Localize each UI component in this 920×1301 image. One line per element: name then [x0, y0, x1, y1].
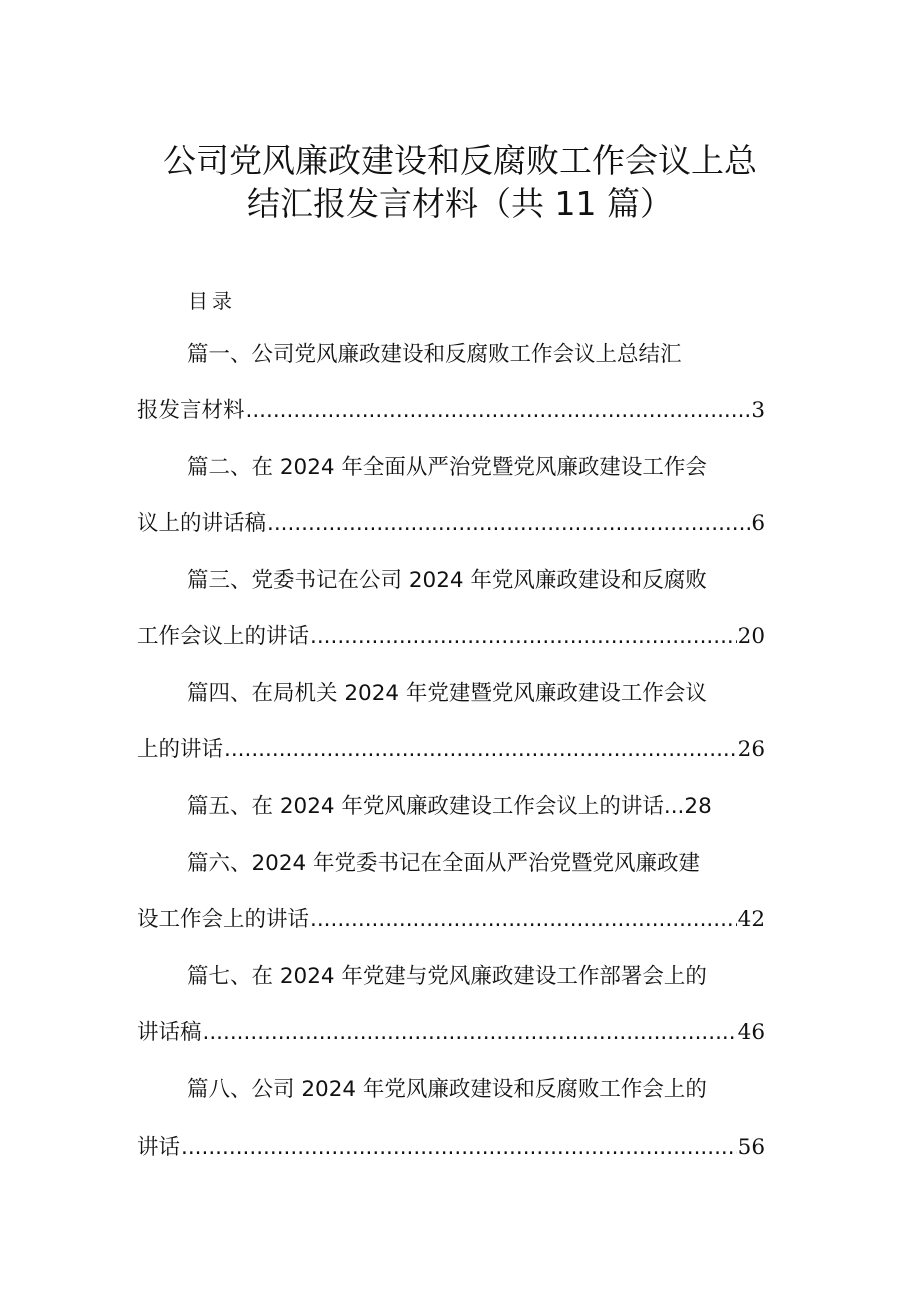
toc-entry-6-title-cont: 设工作会上的讲话	[137, 907, 310, 932]
toc-entry-8-title-cont: 讲话	[137, 1135, 181, 1160]
document-title-line-1: 公司党风廉政建设和反腐败工作会议上总	[163, 141, 757, 180]
toc-entry-8-line-2[interactable]	[137, 1133, 765, 1163]
dot-leader	[203, 1018, 737, 1048]
dot-leader	[181, 1133, 737, 1163]
toc-heading: 目录	[188, 289, 236, 313]
toc-entry-2-line-1[interactable]: 篇二、在 2024 年全面从严治党暨党风廉政建设工作会	[187, 455, 707, 480]
dot-leader	[224, 735, 737, 765]
dot-leader	[246, 396, 751, 426]
toc-entry-2-title-cont: 议上的讲话稿	[137, 511, 267, 536]
toc-entry-4-title-cont: 上的讲话	[137, 737, 224, 762]
toc-entry-3-page: 20	[737, 624, 765, 649]
toc-entry-7-line-2[interactable]	[137, 1018, 765, 1048]
dot-leader	[267, 509, 750, 539]
toc-entry-6-line-2[interactable]	[137, 905, 765, 935]
toc-entry-3-title-cont: 工作会议上的讲话	[137, 624, 310, 649]
toc-entry-7-title-cont: 讲话稿	[137, 1020, 202, 1045]
toc-entry-1-page: 3	[751, 398, 765, 423]
dot-leader	[310, 905, 737, 935]
toc-entry-3-line-2[interactable]	[137, 622, 765, 652]
toc-entry-7-page: 46	[737, 1020, 765, 1045]
toc-entry-4-line-2[interactable]	[137, 735, 765, 765]
toc-entry-8-line-1[interactable]: 篇八、公司 2024 年党风廉政建设和反腐败工作会上的	[187, 1077, 707, 1102]
toc-entry-2-page: 6	[751, 511, 765, 536]
toc-entry-5[interactable]: 篇五、在 2024 年党风廉政建设工作会议上的讲话...28	[187, 794, 712, 819]
toc-entry-7-line-1[interactable]: 篇七、在 2024 年党建与党风廉政建设工作部署会上的	[187, 964, 707, 989]
toc-entry-6-page: 42	[737, 907, 765, 932]
toc-entry-1-line-2[interactable]	[137, 396, 765, 426]
toc-entry-1-line-1[interactable]: 篇一、公司党风廉政建设和反腐败工作会议上总结汇	[187, 342, 682, 367]
toc-entry-6-line-1[interactable]: 篇六、2024 年党委书记在全面从严治党暨党风廉政建	[187, 851, 701, 876]
toc-entry-4-line-1[interactable]: 篇四、在局机关 2024 年党建暨党风廉政建设工作会议	[187, 681, 707, 706]
toc-entry-1-title-cont: 报发言材料	[137, 398, 245, 423]
toc-entry-2-line-2[interactable]	[137, 509, 765, 539]
toc-entry-3-line-1[interactable]: 篇三、党委书记在公司 2024 年党风廉政建设和反腐败	[187, 568, 707, 593]
toc-entry-8-page: 56	[737, 1135, 765, 1160]
toc-entry-4-page: 26	[737, 737, 765, 762]
dot-leader	[310, 622, 737, 652]
document-title-line-2: 结汇报发言材料（共 11 篇）	[247, 184, 673, 223]
